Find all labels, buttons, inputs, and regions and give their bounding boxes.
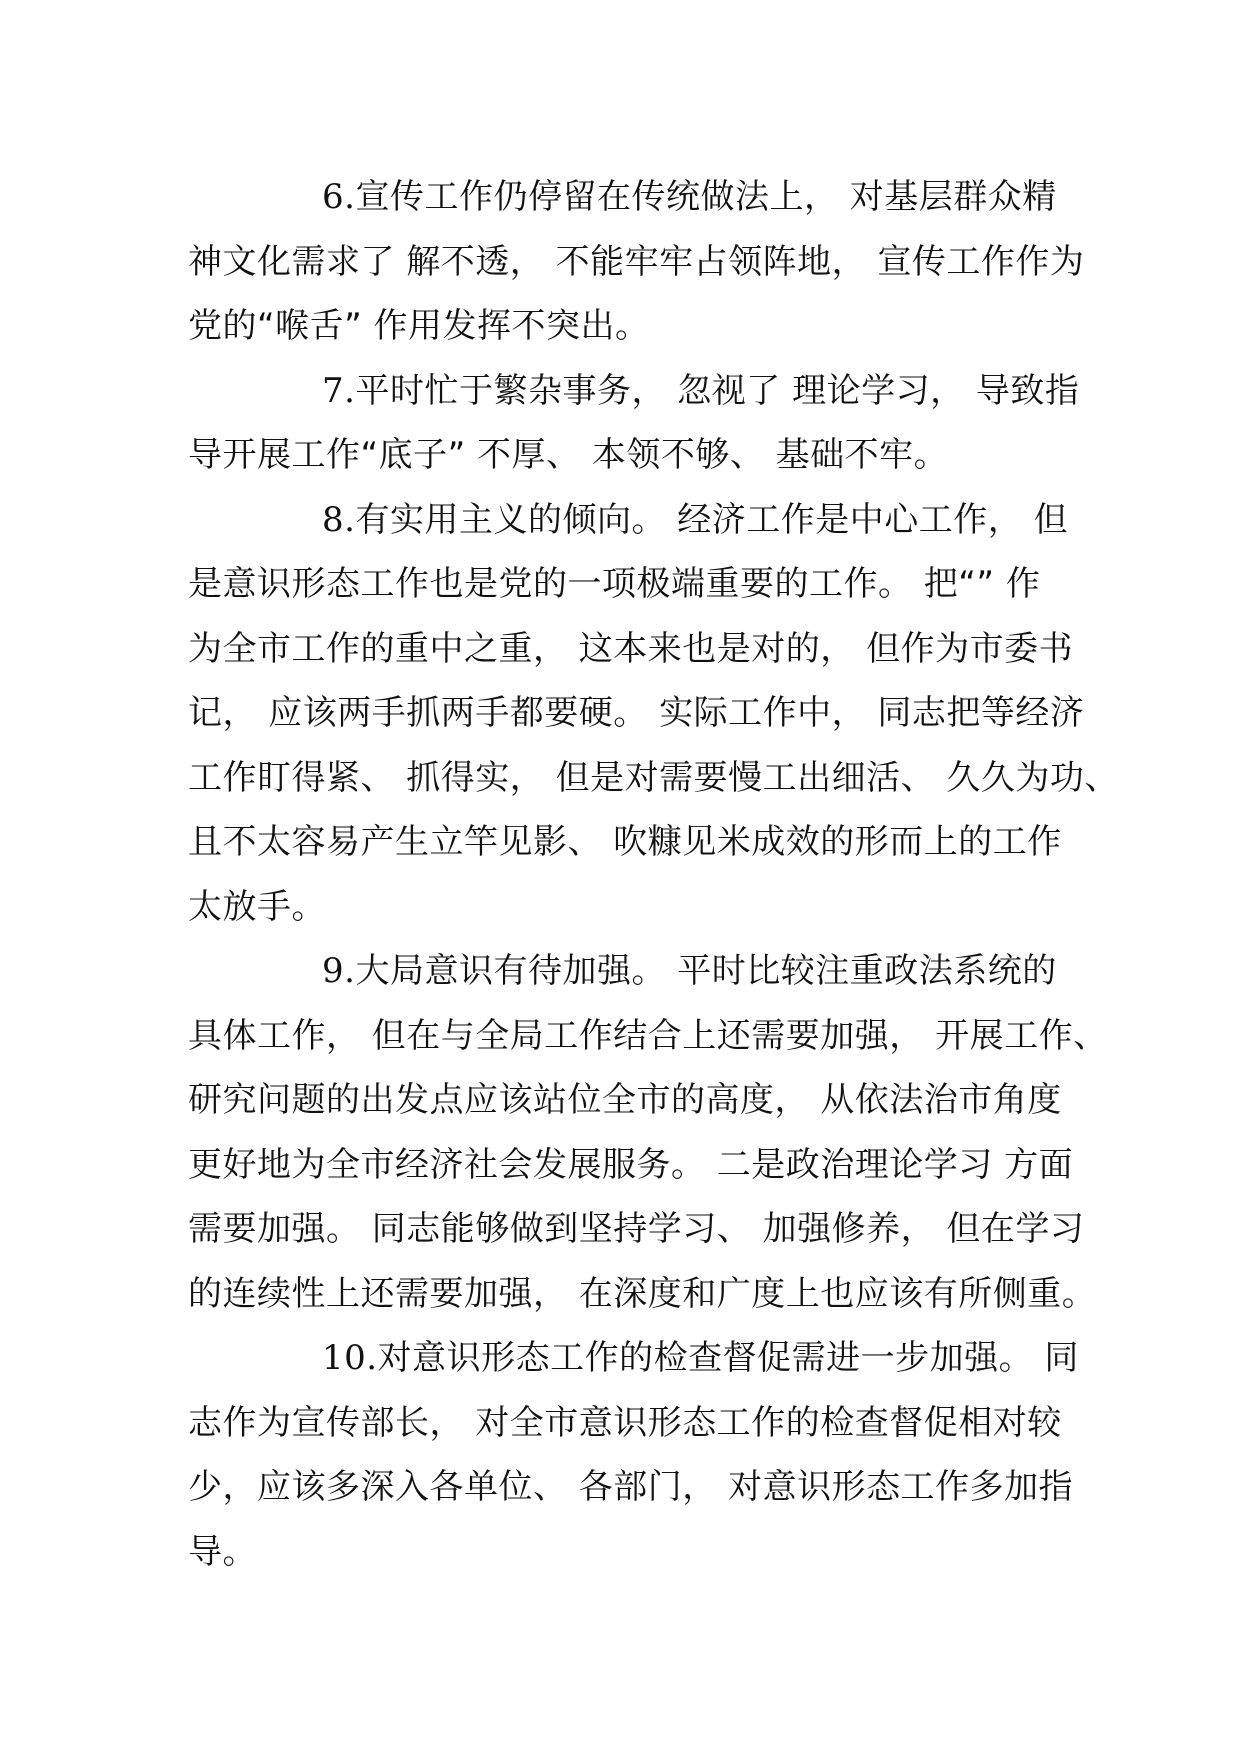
paragraph-text: 宣传工作仍停留在传统做法上， 对基层群众精 [355,177,1057,217]
paragraph-6-line-2: 神文化需求了 解不透， 不能牢牢占领阵地， 宣传工作作为 [188,241,1085,282]
paragraph-10-line-4: 导。 [188,1531,257,1572]
paragraph-text: 有实用主义的倾向。 经济工作是中心工作， 但 [355,499,1069,540]
paragraph-8-line-6: 且不太容易产生立竿见影、 吹糠见米成效的形而上的工作 [188,822,1062,862]
paragraph-6-line-1 [188,165,1068,230]
paragraph-7-line-2: 导开展工作“底子” 不厚、 本领不够、 基础不牢。 [188,435,949,475]
paragraph-text: 对意识形态工作的检查督促需进一步加强。 同 [377,1338,1079,1378]
paragraph-6-line-3: 党的“喉舌” 作用发挥不突出。 [188,306,650,346]
paragraph-number: 6. [322,177,356,217]
paragraph-10-line-3: 少，应该多深入各单位、 各部门， 对意识形态工作多加指 [188,1467,1074,1507]
paragraph-8-line-4: 记， 应该两手抓两手都要硬。 实际工作中， 同志把等经济 [188,693,1085,733]
paragraph-number: 9. [322,951,356,991]
paragraph-8-line-3: 为全市工作的重中之重， 这本来也是对的， 但作为市委书 [188,628,1074,669]
paragraph-10-line-2: 志作为宣传部长， 对全市意识形态工作的检查督促相对较 [188,1402,1062,1443]
paragraph-10-line-1 [188,1326,1079,1391]
paragraph-8-line-7: 太放手。 [188,886,326,927]
paragraph-9-line-1 [188,939,1068,1004]
paragraph-9-line-2: 具体工作， 但在与全局工作结合上还需要加强， 开展工作、 [188,1015,1108,1056]
paragraph-8-line-5: 工作盯得紧、 抓得实， 但是对需要慢工出细活、 久久为功、 [188,757,1119,798]
paragraph-9-line-6: 的连续性上还需要加强， 在深度和广度上也应该有所侧重。 [188,1273,1097,1314]
paragraph-number: 10. [322,1338,378,1378]
paragraph-9-line-3: 研究问题的出发点应该站位全市的高度， 从依法治市角度 [188,1080,1062,1120]
paragraph-8-line-1 [188,488,1068,553]
paragraph-8-line-2: 是意识形态工作也是党的一项极端重要的工作。 把“” 作 [188,564,1041,604]
paragraph-7-line-1 [188,359,1080,424]
paragraph-number: 7. [322,370,356,411]
document-body [188,165,1119,1584]
paragraph-text: 平时忙于繁杂事务， 忽视了 理论学习， 导致指 [355,370,1080,411]
paragraph-text: 大局意识有待加强。 平时比较注重政法系统的 [355,951,1057,991]
paragraph-9-line-5: 需要加强。 同志能够做到坚持学习、 加强修养， 但在学习 [188,1209,1085,1249]
paragraph-number: 8. [322,499,356,540]
paragraph-9-line-4: 更好地为全市经济社会发展服务。 二是政治理论学习 方面 [188,1144,1074,1185]
